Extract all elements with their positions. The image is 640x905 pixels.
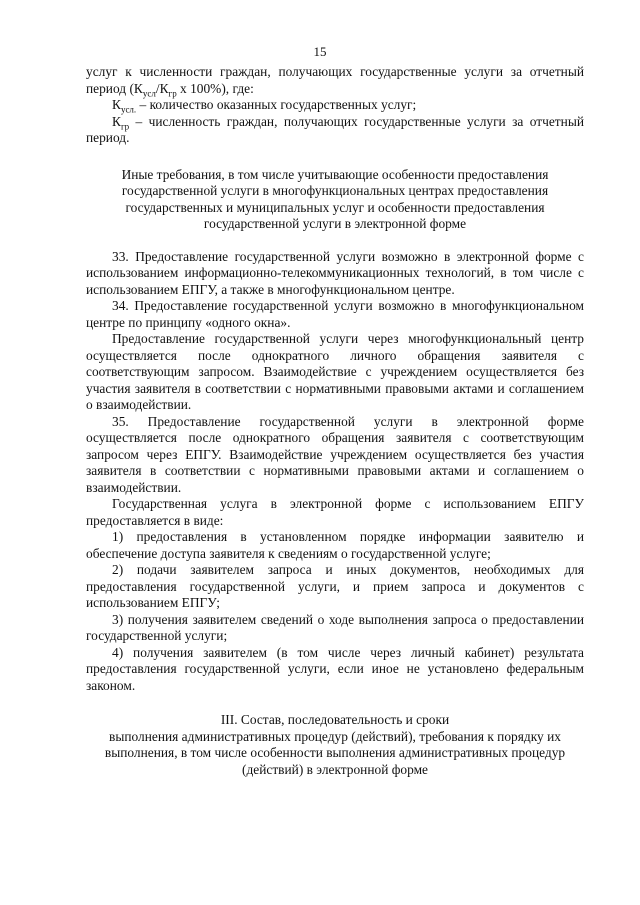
list-item-3: 3) получения заявителем сведений о ходе выполнения запроса о предоставлении государственной услуги;: [86, 611, 584, 643]
paragraph-35: 35. Предоставление государственной услуги в электронной форме осуществляется после однократного обращения заявителя с соответствующим запросом через ЕПГУ. Взаимодействие учреждением осуществляется без участия заявителя в соответствии с нормативными правовыми актами и соглашением о взаимодействии.: [86, 413, 584, 495]
section-iii-subtitle: выполнения административных процедур (действий), требования к порядку их выполнения, в том числе особенности выполнения административных процедур (действий) в электронной форме: [104, 728, 566, 777]
section-heading-other-requirements: Иные требования, в том числе учитывающие особенности предоставления государственной услуги в многофункциональных центрах предоставления государственных и муниципальных услуг и особенности предоставления государственной услуги в электронной форме: [121, 166, 549, 231]
definition-k-gr: [86, 114, 584, 147]
def2-text: – численность граждан, получающих государственные услуги за отчетный период.: [86, 113, 584, 145]
list-item-4: 4) получения заявителем (в том числе через личный кабинет) результата предоставления государственной услуги, если иное не установлено федеральным законом.: [86, 644, 584, 693]
intro-subscript-1: усл: [142, 88, 156, 99]
intro-subscript-2: гр: [168, 88, 177, 99]
paragraph-33: 33. Предоставление государственной услуги возможно в электронной форме с использованием информационно-телекоммуникационных технологий, в том числе с использованием ЕПГУ, а также в многофункциональном центре.: [86, 248, 584, 297]
definition-k-usl: [86, 97, 584, 114]
intro-text-end: х 100%), где:: [176, 80, 254, 96]
intro-text-mid: /К: [155, 80, 169, 96]
list-item-1: 1) предоставления в установленном порядке информации заявителю и обеспечение доступа заявителя к сведениям о государственной услуге;: [86, 529, 584, 561]
section-iii-title: III. Состав, последовательность и сроки: [220, 712, 450, 727]
page-number: 15: [313, 44, 327, 59]
list-item-2: 2) подачи заявителем запроса и иных документов, необходимых для предоставления государственной услуги, и прием запроса и документов с использованием ЕПГУ;: [86, 562, 584, 610]
def1-text: – количество оказанных государственных услуг;: [136, 97, 417, 112]
page-content: [86, 64, 584, 778]
paragraph-35-epgu: Государственная услуга в электронной форме с использованием ЕПГУ предоставляется в виде:: [86, 496, 584, 528]
def1-symbol: К: [112, 97, 121, 112]
paragraph-34: 34. Предоставление государственной услуги возможно в многофункциональном центре по принципу «одного окна».: [86, 298, 584, 330]
def1-subscript: усл.: [120, 104, 137, 115]
section-heading-iii: [86, 712, 584, 778]
def2-subscript: гр: [120, 121, 130, 132]
def2-symbol: К: [112, 113, 121, 129]
intro-text: услуг к численности граждан, получающих государственные услуги за отчетный период (К: [86, 64, 584, 96]
paragraph-34-mfc: Предоставление государственной услуги через многофункциональный центр осуществляется после однократного личного обращения заявителя с соответствующим запросом. Взаимодействие с учреждением осуществляется без участия заявителя в соответствии с нормативными правовыми актами и соглашением о взаимодействии.: [86, 331, 584, 412]
intro-formula-paragraph: [86, 64, 584, 97]
